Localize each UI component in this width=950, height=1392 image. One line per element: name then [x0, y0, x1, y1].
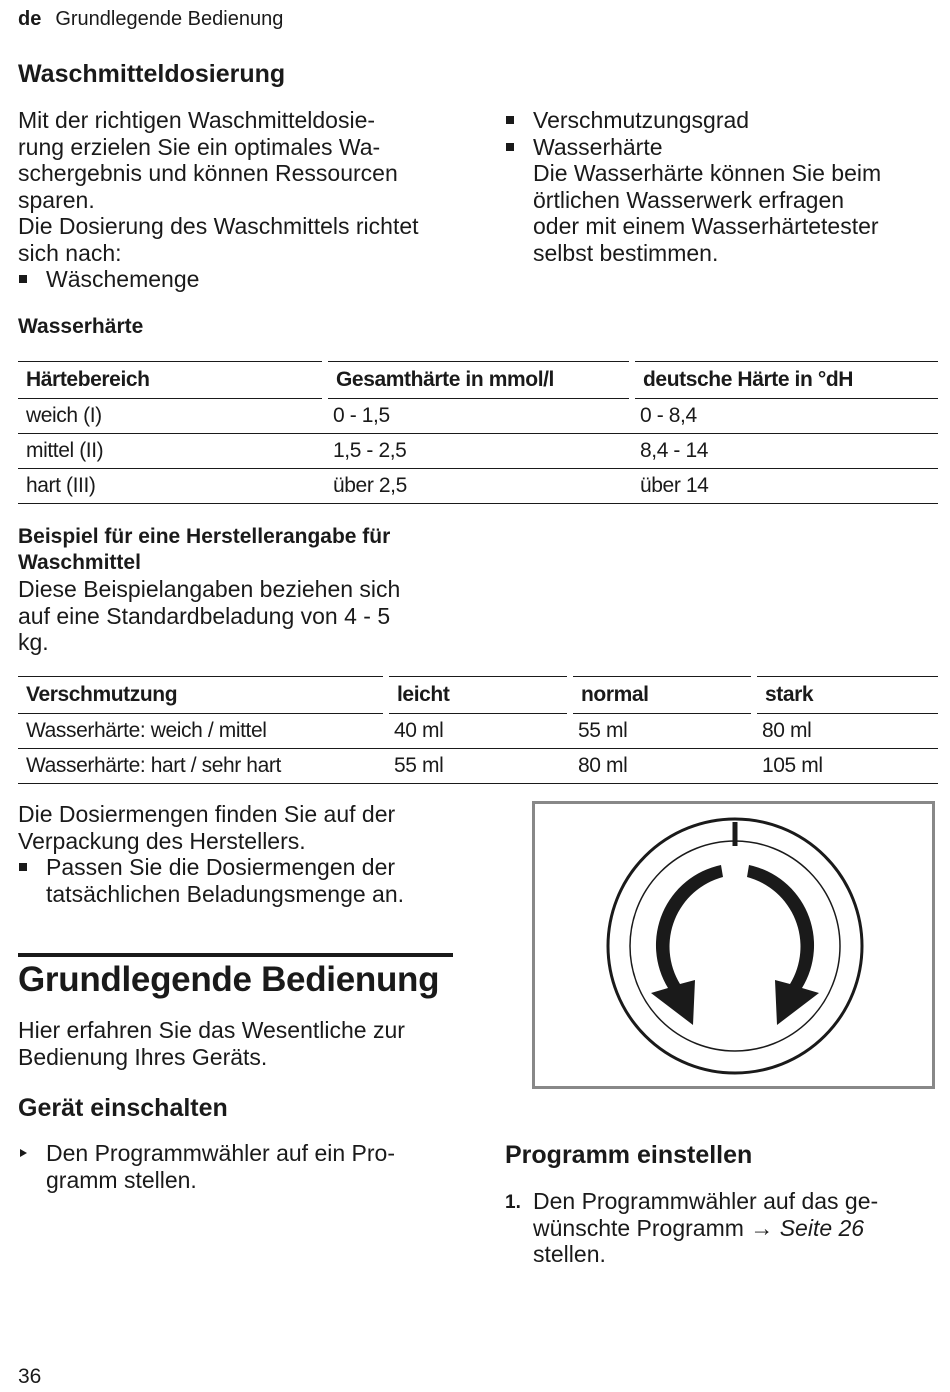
depends-line: sich nach:: [18, 239, 122, 266]
step-line: Den Programmwähler auf das ge-: [533, 1188, 879, 1214]
bullet-item: Wäschemenge: [18, 266, 463, 293]
set-program-heading: Programm einstellen: [505, 1141, 753, 1169]
example-heading-line: Waschmittel: [18, 551, 141, 574]
hardness-table-title: Wasserhärte: [18, 315, 144, 338]
example-text-line: kg.: [18, 629, 49, 655]
dosing-left-column: [18, 107, 463, 293]
switch-on-step: [18, 1140, 463, 1193]
step-line: gramm stellen.: [46, 1166, 197, 1193]
table-cell: 105 ml: [754, 749, 938, 784]
intro-line: sparen.: [18, 186, 95, 213]
column-header: deutsche Härte in °dH: [632, 362, 938, 399]
program-selector-figure: [532, 801, 935, 1089]
bullet-item: Verschmutzungsgrad: [505, 107, 935, 134]
depends-line: Die Dosierung des Waschmittels richtet: [18, 213, 419, 239]
switch-on-heading: Gerät einschalten: [18, 1094, 228, 1122]
step-line: Den Programmwähler auf ein Pro-: [46, 1140, 395, 1166]
note-line: oder mit einem Wasserhärtetester: [533, 213, 879, 239]
step-line: stellen.: [533, 1241, 606, 1267]
note-line: Die Dosiermengen finden Sie auf der: [18, 801, 396, 827]
program-selector-dial-icon: [535, 804, 932, 1086]
table-cell: weich (I): [18, 399, 325, 434]
table-row: [18, 434, 938, 469]
header-section-title: Grundlegende Bedienung: [55, 8, 284, 30]
table-cell: mittel (II): [18, 434, 325, 469]
table-cell: über 2,5: [325, 469, 632, 504]
example-block: [18, 524, 458, 656]
intro-line: Mit der richtigen Waschmitteldosie-: [18, 107, 376, 133]
intro-line: Bedienung Ihres Geräts.: [18, 1043, 268, 1070]
dosing-heading: Waschmitteldosierung: [18, 60, 286, 88]
table-header-row: [18, 362, 938, 399]
table-cell: Wasserhärte: hart / sehr hart: [18, 749, 386, 784]
table-row: [18, 469, 938, 504]
column-header: stark: [754, 677, 938, 714]
note-line: örtlichen Wasserwerk erfragen: [533, 186, 845, 213]
example-heading-line: Beispiel für eine Herstellerangabe für: [18, 525, 391, 548]
table-cell: 55 ml: [570, 714, 754, 749]
table-row: [18, 399, 938, 434]
column-header: normal: [570, 677, 754, 714]
set-program-step: [505, 1188, 935, 1268]
bullet-line: tatsächlichen Beladungsmenge an.: [46, 880, 405, 907]
table-row: [18, 749, 938, 784]
note-line: Verpackung des Herstellers.: [18, 827, 306, 854]
hardness-table: [18, 361, 938, 504]
dosing-right-column: [505, 107, 935, 266]
bullet-item: [18, 854, 463, 907]
step-text: wünschte Programm: [533, 1214, 744, 1241]
intro-line: schergebnis und können Ressourcen: [18, 160, 398, 186]
table-cell: 80 ml: [754, 714, 938, 749]
table-cell: über 14: [632, 469, 938, 504]
table-cell: hart (III): [18, 469, 325, 504]
page-number: 36: [18, 1365, 42, 1388]
example-text-line: auf eine Standardbeladung von 4 - 5: [18, 602, 391, 629]
table-cell: 0 - 8,4: [632, 399, 938, 434]
dosage-table: [18, 676, 938, 784]
step-line: [533, 1215, 935, 1242]
language-code: de: [18, 8, 42, 30]
page-reference-link[interactable]: Seite 26: [779, 1214, 865, 1241]
column-header: Gesamthärte in mmol/l: [325, 362, 632, 399]
chapter-rule: [18, 953, 453, 957]
running-header: [18, 8, 283, 31]
column-header: Härtebereich: [18, 362, 325, 399]
table-cell: 1,5 - 2,5: [325, 434, 632, 469]
chapter-intro: [18, 1017, 463, 1070]
chapter-heading: Grundlegende Bedienung: [18, 960, 440, 999]
table-cell: 40 ml: [386, 714, 570, 749]
dosage-note-block: [18, 801, 463, 907]
bullet-item: Wasserhärte: [505, 134, 935, 161]
note-line: selbst bestimmen.: [533, 239, 719, 266]
step-number: 1.: [505, 1192, 521, 1213]
instruction-item: [18, 1140, 463, 1193]
column-header: leicht: [386, 677, 570, 714]
table-cell: Wasserhärte: weich / mittel: [18, 714, 386, 749]
example-text-line: Diese Beispielangaben beziehen sich: [18, 576, 401, 602]
table-cell: 55 ml: [386, 749, 570, 784]
cross-reference-arrow-icon: →: [750, 1214, 774, 1241]
table-row: [18, 714, 938, 749]
hardness-note: [505, 160, 935, 266]
bullet-line: Passen Sie die Dosiermengen der: [46, 854, 396, 880]
intro-line: rung erzielen Sie ein optimales Wa-: [18, 133, 381, 160]
table-cell: 0 - 1,5: [325, 399, 632, 434]
column-header: Verschmutzung: [18, 677, 386, 714]
table-header-row: [18, 677, 938, 714]
note-line: Die Wasserhärte können Sie beim: [533, 160, 882, 186]
table-cell: 8,4 - 14: [632, 434, 938, 469]
numbered-step: [505, 1188, 935, 1268]
intro-line: Hier erfahren Sie das Wesentliche zur: [18, 1017, 405, 1043]
table-cell: 80 ml: [570, 749, 754, 784]
